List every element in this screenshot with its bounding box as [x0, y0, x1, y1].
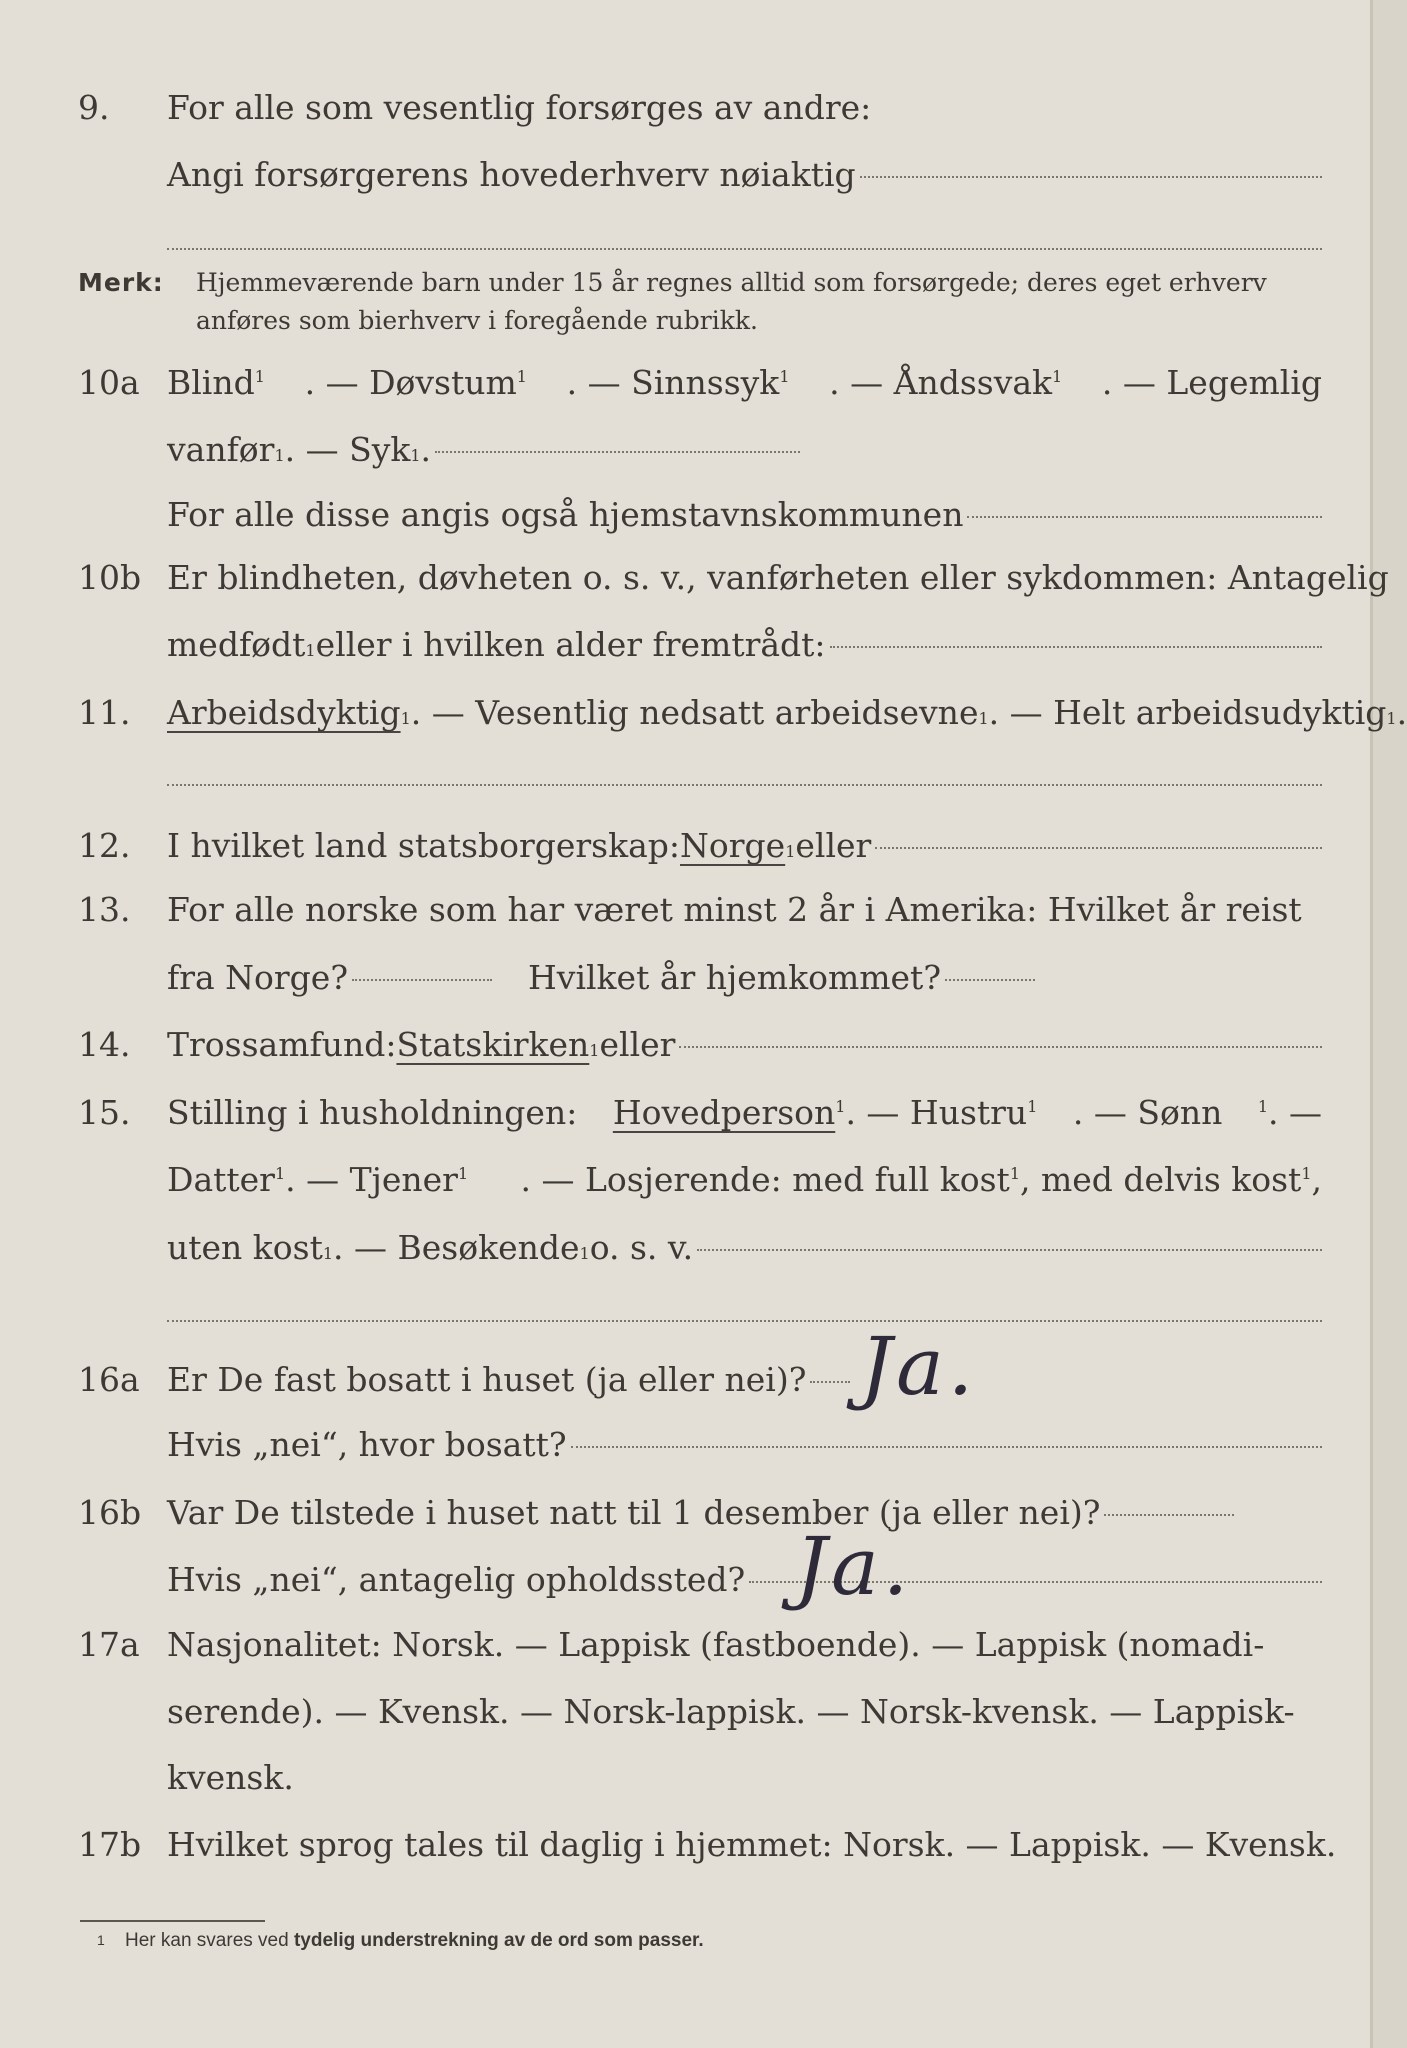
- underlined-answer: Norge: [680, 826, 786, 865]
- question-number: 14.: [78, 1025, 131, 1064]
- question-number: 15.: [78, 1093, 131, 1132]
- answer-line[interactable]: [571, 1446, 1322, 1448]
- underlined-answer: Arbeidsdyktig: [167, 693, 401, 732]
- question-number: 9.: [78, 88, 110, 127]
- question-number: 11.: [78, 693, 131, 732]
- answer-line[interactable]: [167, 784, 1322, 786]
- underlined-answer: Hovedperson: [612, 1093, 836, 1132]
- answer-line[interactable]: [1104, 1514, 1234, 1516]
- underlined-answer: Statskirken: [396, 1025, 590, 1064]
- answer-line[interactable]: [435, 451, 800, 453]
- answer-line[interactable]: [860, 176, 1322, 178]
- answer-line[interactable]: [167, 248, 1322, 250]
- question-number: 16b: [78, 1493, 142, 1532]
- question-number: 12.: [78, 826, 131, 865]
- answer-line[interactable]: [697, 1249, 1322, 1251]
- note-label: Merk:: [78, 268, 164, 297]
- footnote: 1 Her kan svares ved tydelig understrekning av de ord som passer.: [97, 1930, 704, 1951]
- question-number: 10a: [78, 363, 140, 402]
- answer-line[interactable]: [352, 979, 492, 981]
- question-number: 17b: [78, 1825, 142, 1864]
- answer-line[interactable]: [830, 646, 1322, 648]
- question-number: 16a: [78, 1360, 140, 1399]
- answer-line[interactable]: [167, 1320, 1322, 1322]
- handwritten-answer-16a: Ja.: [860, 1320, 978, 1413]
- footnote-rule: [80, 1920, 265, 1922]
- answer-line[interactable]: [679, 1046, 1322, 1048]
- handwritten-answer-16b: Ja.: [795, 1520, 913, 1613]
- answer-line[interactable]: [945, 979, 1035, 981]
- answer-line[interactable]: [810, 1381, 850, 1383]
- question-number: 10b: [78, 558, 142, 597]
- census-form-page: 9. For alle som vesentlig forsørges av andre: Angi forsørgerens hovederhverv nøiaktig Merk: Hjemmeværende barn under 15 år regnes alltid som forsørgede; deres eget erhverv anføres som bierhverv i foregående rubrikk. 10a Blind$^1$ . — Døvstum$^1$ . — Sinnssyk$^1$ . — Åndssvak$^1$ . — Legemlig vanfør 1 . — Syk 1 . For alle disse angis også hjemstavnskommunen 10b Er blindheten, døvheten o. s. v., vanførheten eller sykdommen: Antagelig medfødt 1 eller i hvilken alder fremtrådt: 11. Arbeidsdyktig 1 . — Vesentlig nedsatt arbeidsevne 1 . — Helt arbeidsudyktig 1 . 12. I hvilket land statsborgerskap: Norge 1 eller 13. For alle norske som har været minst 2 år i Amerika: Hvilket år reist fra Norge? Hvilket år hjemkommet? 14. Trossamfund: Statskirken 1 eller 15. Stilling i husholdningen: Hovedperson$^1$. — Hustru$^1$ . — Sønn $^1$. — Datter$^1$. — Tjener$^1$ . — Losjerende: med full kost$^1$, med delvis kost$^1$, uten kost 1 . — Besøkende 1 o. s. v. 16a Er De fast bosatt i huset (ja eller nei)? Ja. Hvis „nei“, hvor bosatt? 16b Var De tilstede i huset natt til 1 desember (ja eller nei)? Hvis „nei“, antagelig opholdssted? Ja. 17a Nasjonalitet: Norsk. — Lappisk (fastboende). — Lappisk (nomadi- serende). — Kvensk. — Norsk-lappisk. — Norsk-kvensk. — Lappisk- kvensk. 17b Hvilket sprog tales til daglig i hjemmet: Norsk. — Lappisk. — Kvensk. 1 Her kan svares ved tydelig understrekning av de ord som passer.: [0, 0, 1373, 2048]
- answer-line[interactable]: [967, 516, 1322, 518]
- question-number: 17a: [78, 1625, 140, 1664]
- answer-line[interactable]: [875, 847, 1322, 849]
- question-number: 13.: [78, 890, 131, 929]
